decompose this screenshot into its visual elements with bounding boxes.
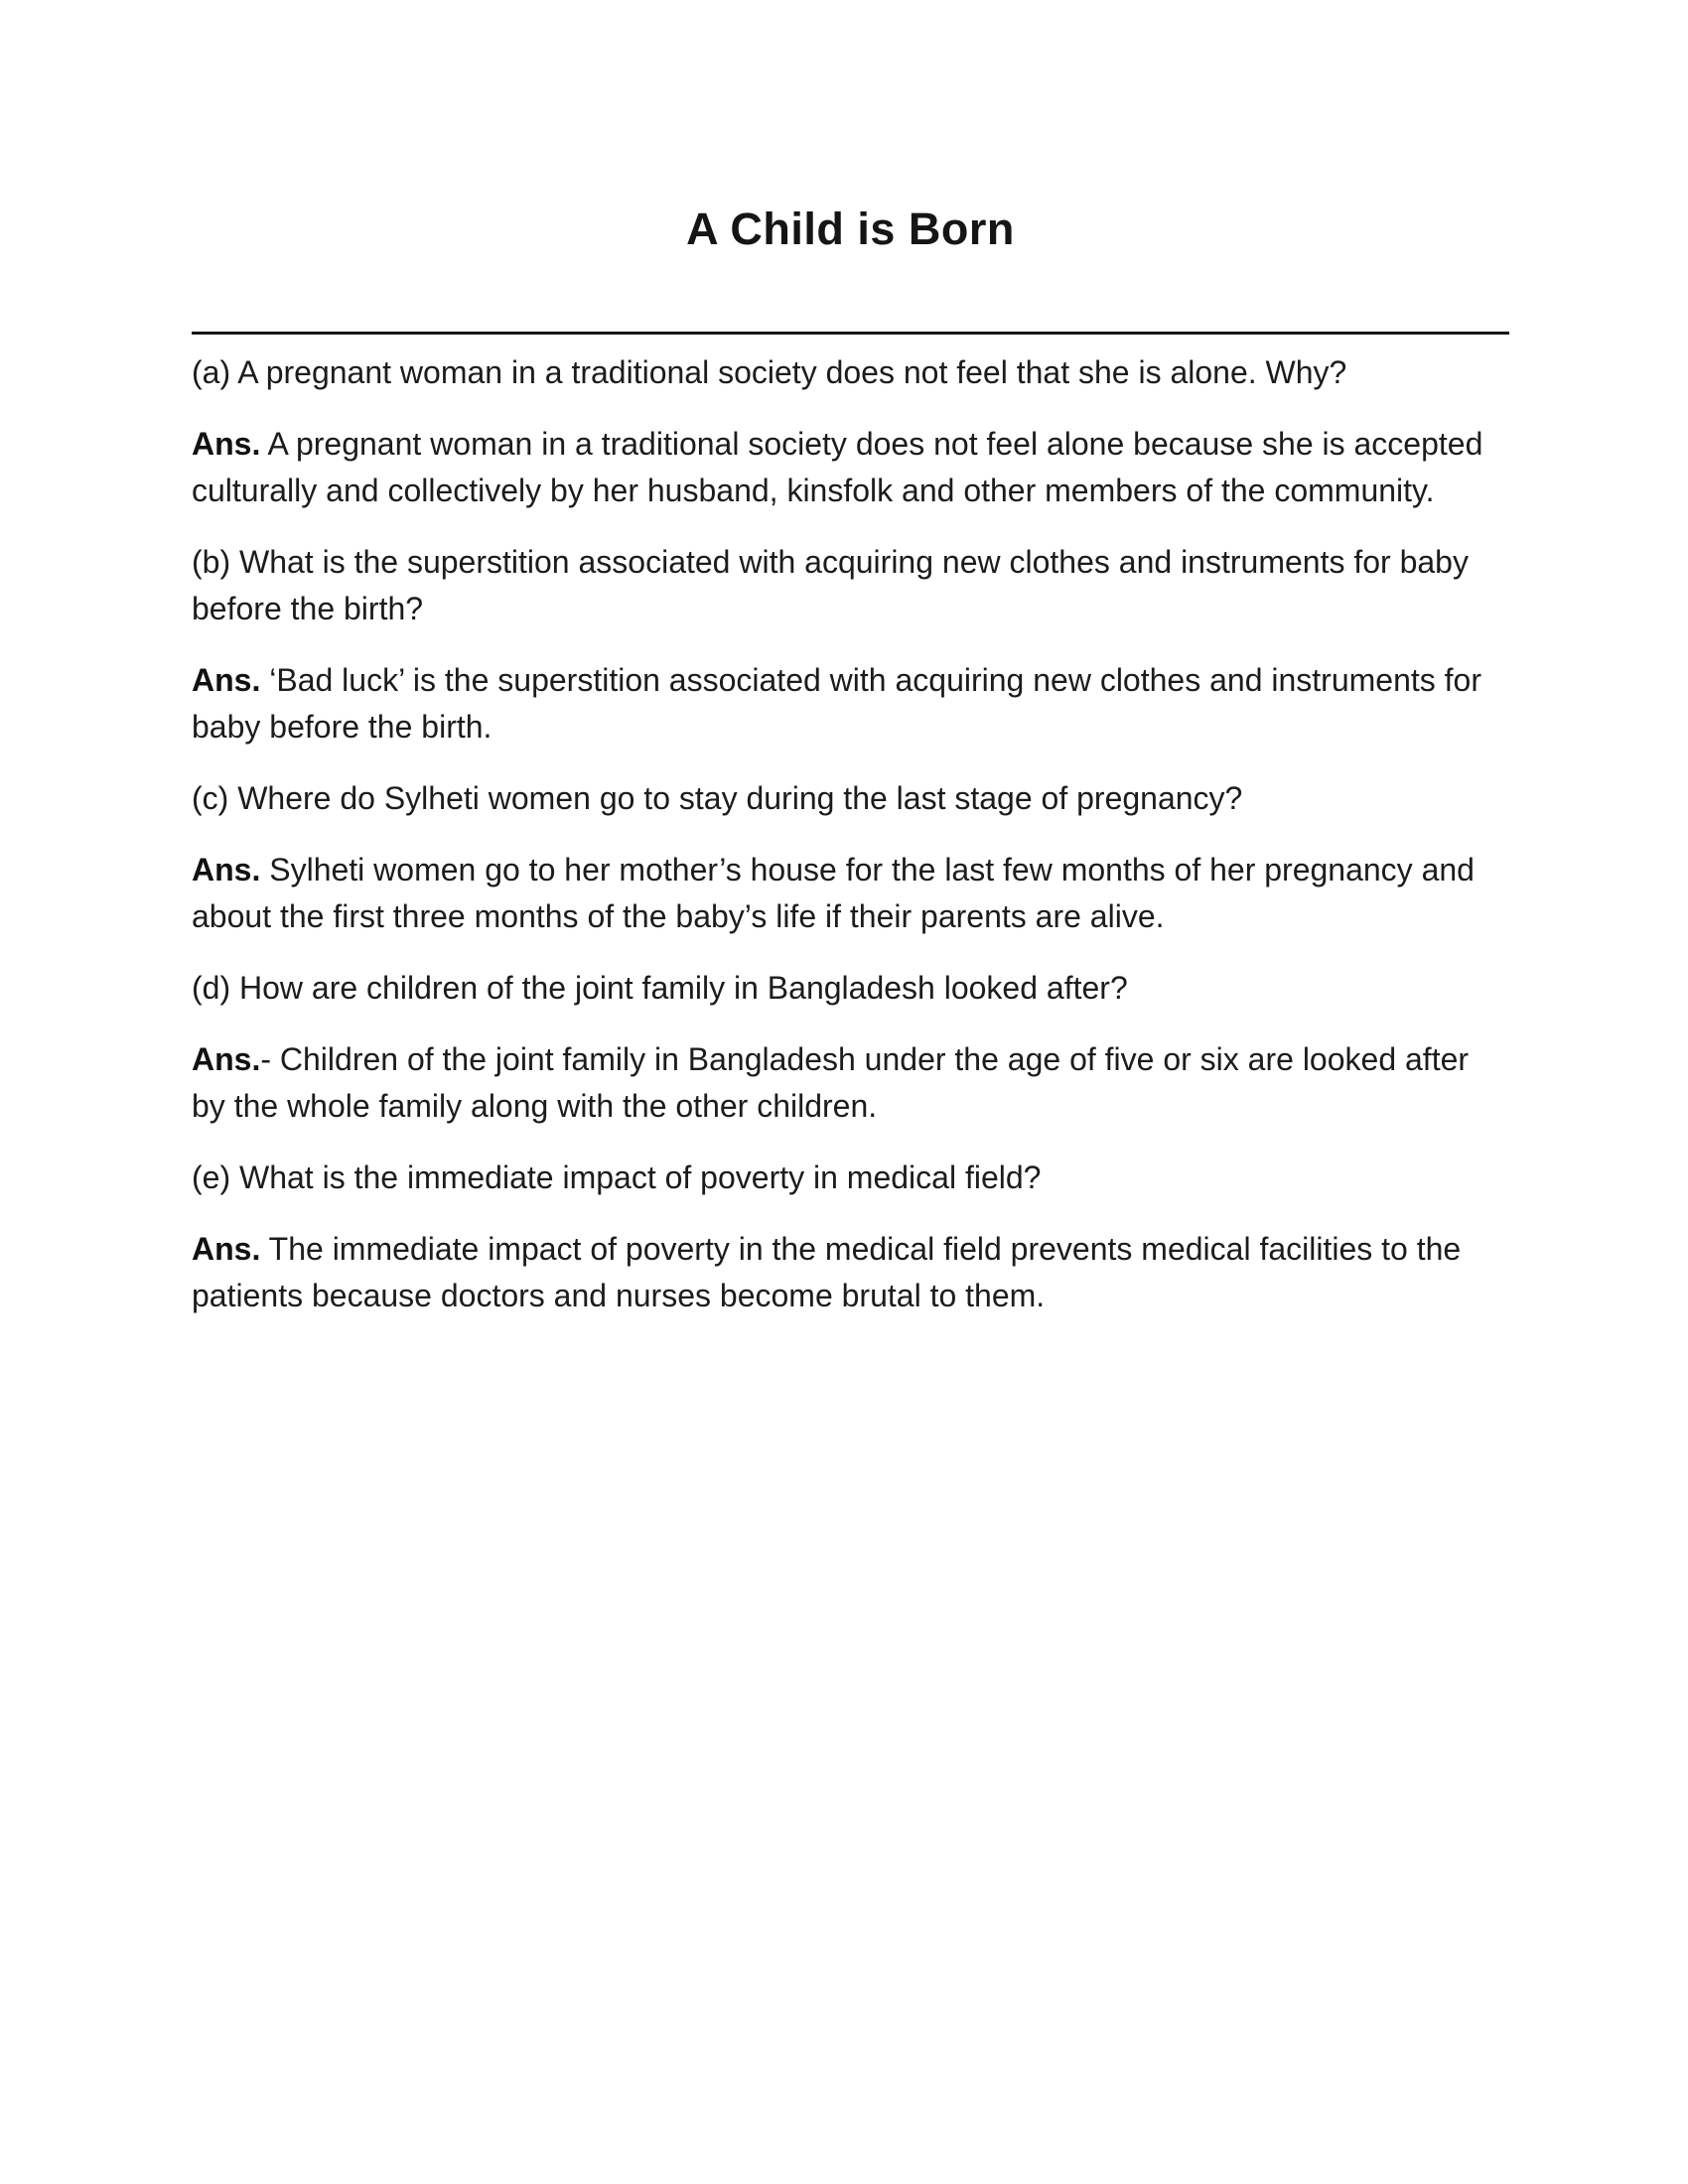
answer-d <box>192 1036 1509 1130</box>
question-c: (c) Where do Sylheti women go to stay during the last stage of pregnancy? <box>192 780 1243 816</box>
answer-c <box>192 847 1509 940</box>
answer-b-text: ‘Bad luck’ is the superstition associated with acquiring new clothes and instruments for baby before the birth. <box>192 662 1481 745</box>
answer-c-label: Ans. <box>192 852 261 887</box>
qa-section <box>192 349 1509 1319</box>
answer-e-label: Ans. <box>192 1231 261 1267</box>
page-title: A Child is Born <box>686 204 1015 254</box>
answer-b-label: Ans. <box>192 662 261 698</box>
answer-d-text: - Children of the joint family in Bangladesh under the age of five or six are looked after by the whole family along with the other children. <box>192 1041 1470 1124</box>
question-a: (a) A pregnant woman in a traditional society does not feel that she is alone. Why? <box>192 354 1347 390</box>
answer-d-label: Ans. <box>192 1041 261 1077</box>
answer-a-text: A pregnant woman in a traditional society does not feel alone because she is accepted culturally and collectively by her husband, kinsfolk and other members of the community. <box>192 426 1483 508</box>
answer-a <box>192 421 1509 514</box>
answer-c-text: Sylheti women go to her mother’s house for the last few months of her pregnancy and about the first three months of the baby’s life if their parents are alive. <box>192 852 1475 934</box>
question-b: (b) What is the superstition associated with acquiring new clothes and instruments for baby before the birth? <box>192 544 1469 626</box>
title-divider <box>192 332 1509 335</box>
question-d: (d) How are children of the joint family in Bangladesh looked after? <box>192 970 1128 1006</box>
question-e: (e) What is the immediate impact of poverty in medical field? <box>192 1160 1042 1195</box>
answer-e <box>192 1226 1509 1319</box>
answer-a-label: Ans. <box>192 426 261 462</box>
answer-e-text: The immediate impact of poverty in the medical field prevents medical facilities to the patients because doctors and nurses become brutal to them. <box>192 1231 1462 1313</box>
document-content <box>192 0 1509 1319</box>
answer-b <box>192 657 1509 751</box>
